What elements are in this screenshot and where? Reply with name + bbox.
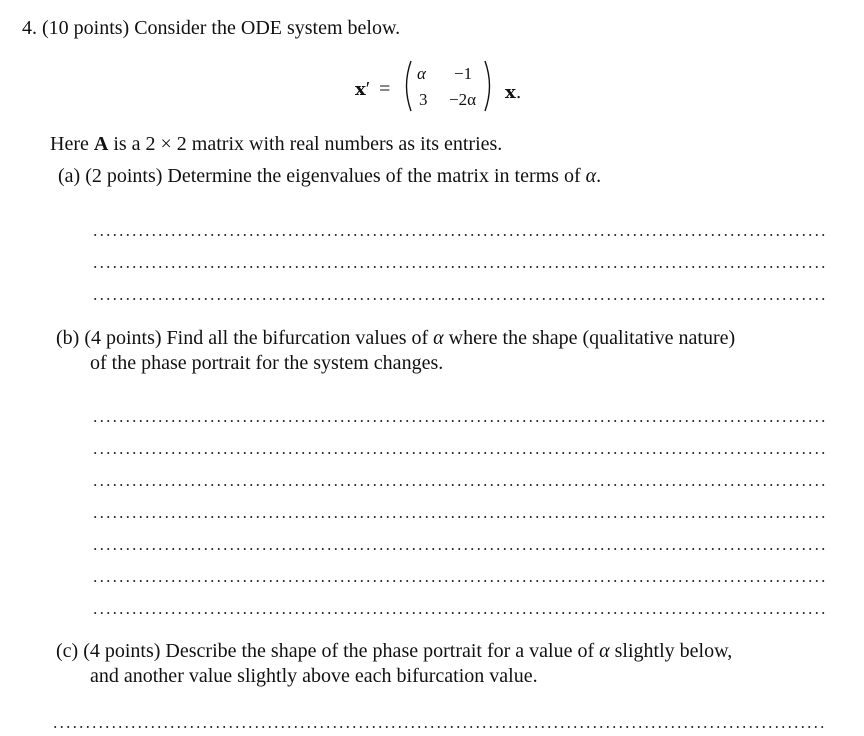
part-a-end: . xyxy=(596,165,602,187)
part-a-label: (a) xyxy=(58,165,81,187)
answer-line-c1[interactable] xyxy=(52,726,826,728)
answer-line-b1[interactable] xyxy=(92,420,826,422)
rhs-vector: x xyxy=(505,82,516,103)
answer-line-b7[interactable] xyxy=(92,612,826,614)
part-a-text: Determine the eigenvalues of the matrix in terms of xyxy=(167,165,586,187)
prime-mark: ′ xyxy=(365,78,371,100)
part-c-text-cont: slightly below, xyxy=(609,640,733,662)
answer-line-b2[interactable] xyxy=(92,452,826,454)
answer-line-b6[interactable] xyxy=(92,580,826,582)
part-c-alpha: α xyxy=(599,640,610,662)
matrix-a12: −1 xyxy=(454,64,473,83)
problem-points: (10 points) xyxy=(42,17,130,39)
answer-line-a3[interactable] xyxy=(92,298,826,300)
equation-rhs xyxy=(505,82,521,103)
problem-header xyxy=(22,16,400,40)
part-b-question xyxy=(56,326,735,350)
answer-line-b4[interactable] xyxy=(92,516,826,518)
equation-lhs xyxy=(355,78,390,101)
matrix-a22: −2α xyxy=(449,90,476,109)
equals-sign: = xyxy=(379,78,391,100)
lhs-vector: x xyxy=(355,79,366,100)
part-b-label: (b) xyxy=(56,327,80,349)
ode-equation xyxy=(355,58,535,116)
problem-intro: Consider the ODE system below. xyxy=(134,17,401,39)
rhs-period: . xyxy=(515,82,522,103)
answer-line-b5[interactable] xyxy=(92,548,826,550)
part-b-text-cont: where the shape (qualitative nature) xyxy=(443,327,736,349)
part-a-points: (2 points) xyxy=(85,165,163,187)
note-matrix-symbol: A xyxy=(93,133,109,155)
left-paren-icon xyxy=(401,60,413,112)
part-c-question-line2: and another value slightly above each bifurcation value. xyxy=(90,665,538,687)
matrix-note xyxy=(50,132,502,156)
matrix-a21: 3 xyxy=(419,90,428,109)
part-a-alpha: α xyxy=(585,165,597,187)
part-c-question xyxy=(56,639,732,663)
note-post: is a 2 × 2 matrix with real numbers as its entries. xyxy=(108,133,503,155)
answer-line-b3[interactable] xyxy=(92,484,826,486)
part-c-text: Describe the shape of the phase portrait for a value of xyxy=(165,640,600,662)
part-b-points: (4 points) xyxy=(84,327,162,349)
part-b-question-line2: of the phase portrait for the system changes. xyxy=(90,352,444,374)
part-b-alpha: α xyxy=(433,327,444,349)
answer-line-a2[interactable] xyxy=(92,266,826,268)
part-c-label: (c) xyxy=(56,640,79,662)
part-c-points: (4 points) xyxy=(83,640,161,662)
part-b-text: Find all the bifurcation values of xyxy=(166,327,434,349)
note-pre: Here xyxy=(50,133,94,155)
answer-line-a1[interactable] xyxy=(92,234,826,236)
matrix-a11: α xyxy=(417,64,426,83)
problem-number: 4. xyxy=(22,17,37,39)
part-a-question xyxy=(58,164,601,188)
right-paren-icon xyxy=(483,60,495,112)
